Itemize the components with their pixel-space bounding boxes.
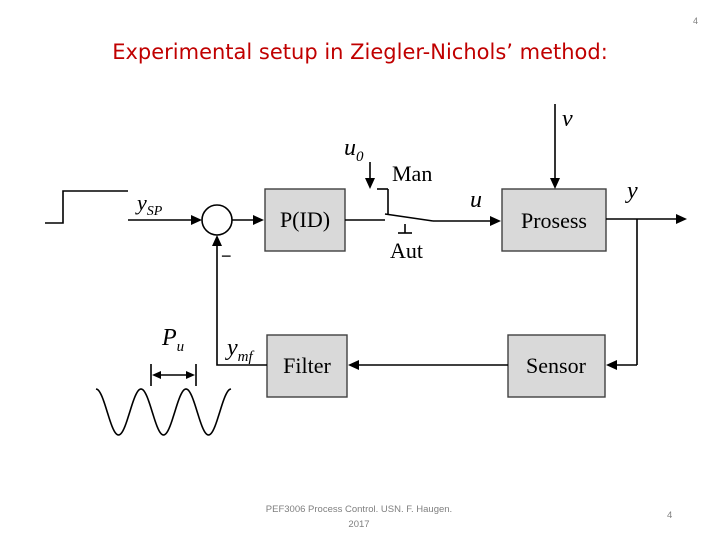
filter-input-arrow [348, 360, 359, 370]
summing-junction [202, 205, 232, 235]
sensor-input-arrow [606, 360, 617, 370]
process-output-arrow [676, 214, 687, 224]
disturbance-label: v [562, 106, 573, 132]
page-number-bottom: 4 [667, 510, 673, 521]
disturbance-arrow [550, 178, 560, 189]
sensor-label: Sensor [526, 353, 586, 378]
process-output-label: y [627, 178, 638, 204]
controller-label: P(ID) [279, 207, 331, 232]
oscillation-signal [96, 389, 231, 435]
slide-title: Experimental setup in Ziegler-Nichols’ method: [112, 40, 608, 64]
footer-line-1: PEF3006 Process Control. USN. F. Haugen. [265, 504, 453, 515]
setpoint-label: $y_{SP}$ [137, 190, 163, 219]
error-arrow [253, 215, 264, 225]
measurement-label: $y_{mf}$ [227, 335, 253, 365]
footer-line-2: 2017 [348, 519, 370, 530]
setpoint-step-signal [45, 191, 128, 223]
summing-minus-sign: − [221, 246, 232, 266]
switch-aut-label: Aut [390, 238, 423, 263]
control-signal-arrow [490, 216, 501, 226]
setpoint-arrow [191, 215, 202, 225]
control-signal-label: u [470, 187, 482, 213]
measurement-arrow [212, 235, 222, 246]
period-arrow-right [186, 371, 195, 379]
man-aut-switch [385, 214, 433, 221]
filter-label: Filter [283, 353, 331, 378]
manual-value-arrow [365, 178, 375, 189]
manual-value-label: $u_0$ [344, 135, 364, 165]
period-label: $P_u$ [162, 325, 185, 355]
process-label: Prosess [520, 208, 588, 233]
footer [230, 502, 488, 532]
page-number-top: 4 [692, 16, 698, 26]
switch-man-label: Man [392, 161, 433, 186]
period-arrow-left [152, 371, 161, 379]
